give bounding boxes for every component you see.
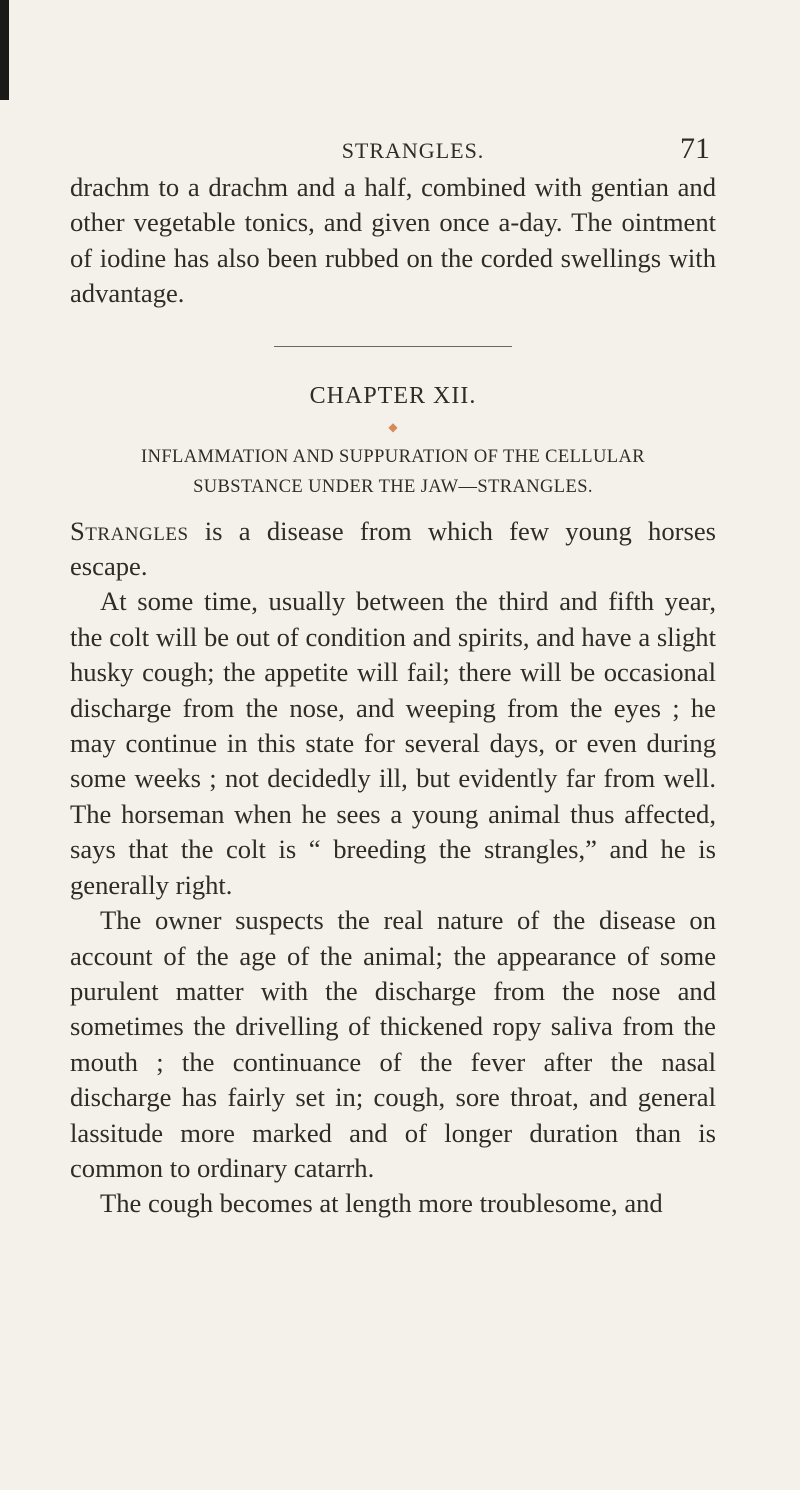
opening-paragraph: drachm to a drachm and a half, combined with gentian and other vegetable tonics, and given once a-day. The ointment of iodine has also been rubbed on the corded swellings with advantage. bbox=[70, 172, 716, 309]
chapter-subtitle-line1: INFLAMMATION AND SUPPURATION OF THE CELLULAR bbox=[141, 446, 645, 467]
running-head-title: STRANGLES. bbox=[341, 138, 485, 163]
paragraph-2: At some time, usually between the third and fifth year, the colt will be out of condition and spirits, and have a slight husky cough; the appetite will fail; there will be occasional discharge from the nose, and weeping from the eyes ; he may continue in this state for several days, or even during some weeks ; not decidedly ill, but evidently far from well. The horseman when he sees a young animal thus affected, says that the colt is “ breeding the strangles,” and he is generally right. bbox=[70, 586, 716, 900]
paragraph-1-lead: Strangles bbox=[70, 515, 189, 546]
chapter-subtitle bbox=[70, 442, 716, 502]
paragraph-1-text: is a disease from which few young horses escape. bbox=[70, 515, 716, 582]
chapter-subtitle-line2: SUBSTANCE UNDER THE JAW—STRANGLES. bbox=[193, 476, 593, 497]
section-divider bbox=[274, 346, 512, 347]
page-number: 71 bbox=[680, 132, 710, 165]
chapter-heading: CHAPTER XII. bbox=[309, 382, 477, 409]
binding-edge bbox=[0, 0, 9, 100]
chapter-body bbox=[70, 514, 716, 1222]
ornament-mark: ◆ bbox=[388, 419, 398, 434]
paragraph-1 bbox=[70, 514, 716, 585]
paragraph-3: The owner suspects the real nature of the disease on account of the age of the animal; the appearance of some purulent matter with the discharge from the nose and sometimes the drivelling of thickened ropy saliva from the mouth ; the continuance of the fever after the nasal discharge has fairly set in; cough, sore throat, and general lassitude more marked and of longer duration than is common to ordinary catarrh. bbox=[70, 905, 716, 1183]
paragraph-4: The cough becomes at length more troublesome, and bbox=[100, 1188, 663, 1219]
book-page bbox=[70, 132, 716, 1222]
running-head bbox=[70, 132, 716, 170]
